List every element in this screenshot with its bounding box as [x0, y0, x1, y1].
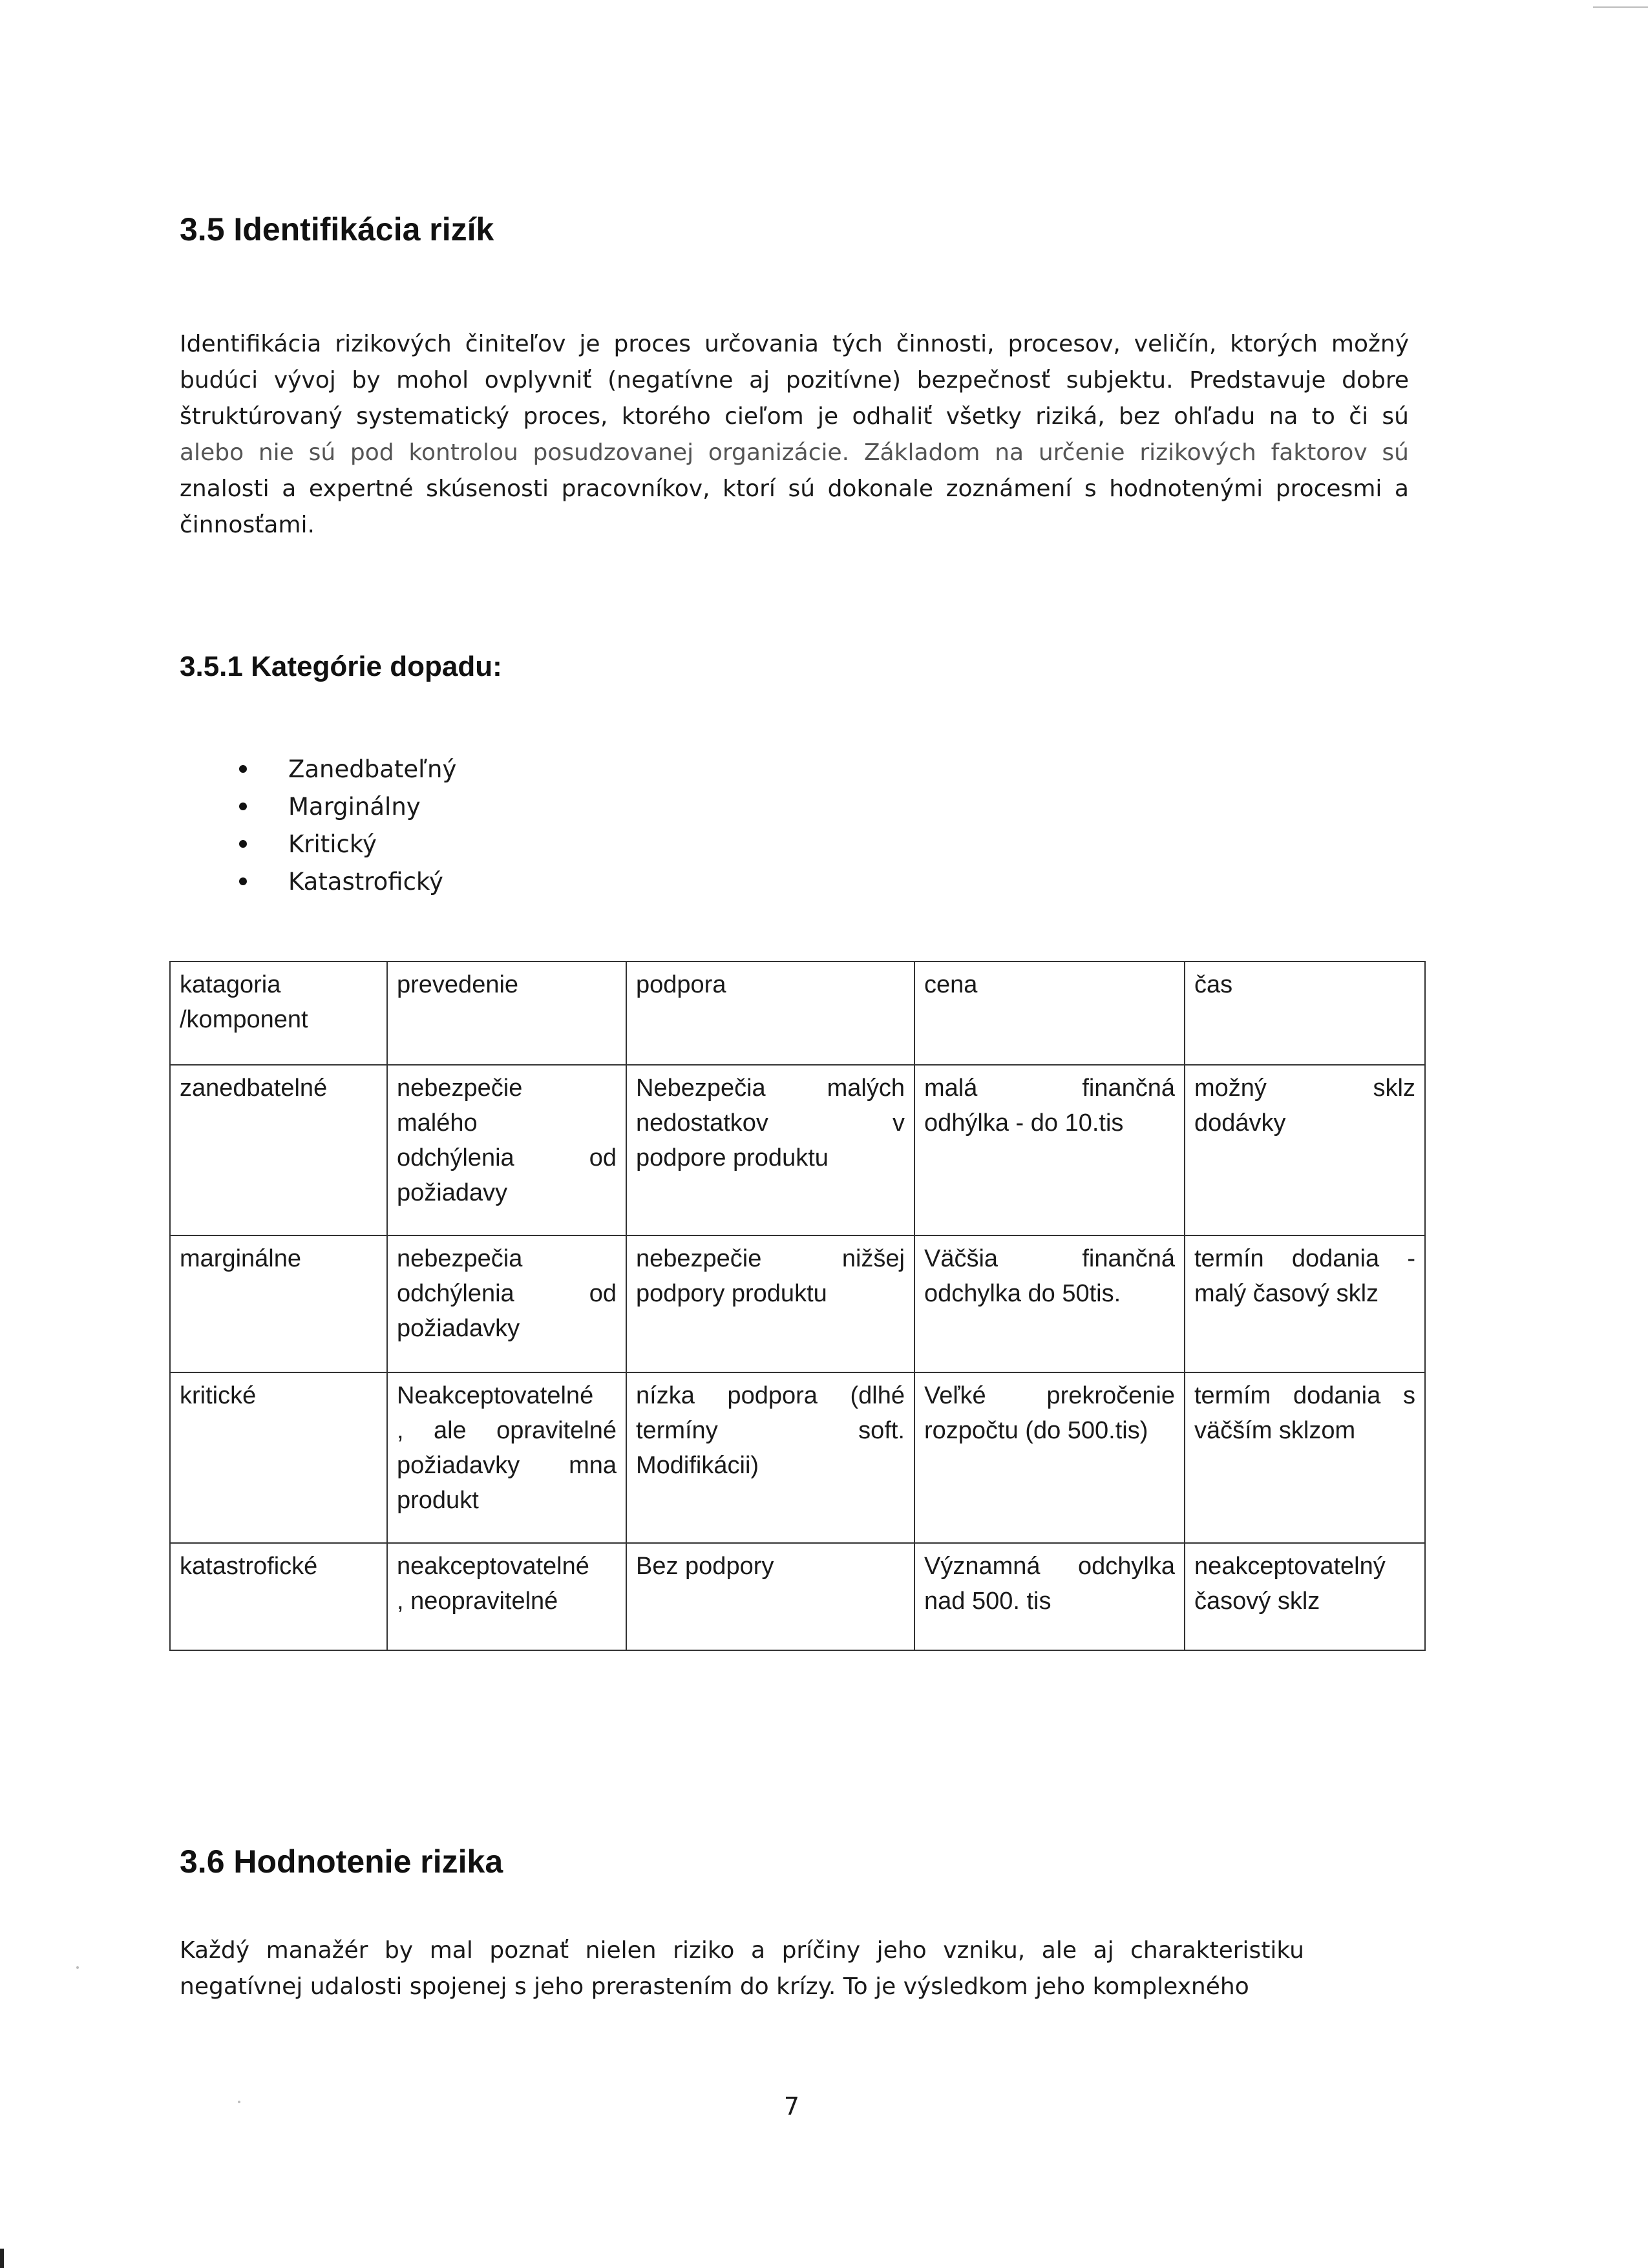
page-number: 7 — [783, 2092, 800, 2121]
table-cell — [387, 1065, 626, 1235]
cell-line: termíny soft. — [636, 1417, 905, 1444]
list-item: Katastrofický — [233, 863, 456, 901]
table-cell — [626, 1372, 914, 1543]
cell-line: prevedenie — [397, 971, 519, 998]
cell-line: katagoria — [180, 971, 281, 998]
cell-line: Neakceptovatelné — [397, 1382, 594, 1409]
table-row — [170, 1372, 1425, 1543]
paragraph-line: alebo nie sú pod kontrolou posudzovanej organizácie. Základom na určenie rizikových faktorov sú — [180, 439, 1409, 466]
table-header-cell — [170, 961, 387, 1065]
table-cell — [1185, 1235, 1425, 1372]
cell-line: Nebezpečia malých — [636, 1075, 905, 1102]
cell-line: katastrofické — [180, 1553, 318, 1580]
table-header-row — [170, 961, 1425, 1065]
cell-line: možný sklz — [1194, 1075, 1415, 1102]
table-cell — [914, 1372, 1185, 1543]
cell-line: väčším sklzom — [1194, 1417, 1356, 1444]
cell-line: odchýlenia od — [397, 1144, 617, 1171]
list-item: Marginálny — [233, 788, 456, 826]
cell-line: marginálne — [180, 1245, 301, 1272]
list-item: Kritický — [233, 826, 456, 863]
cell-line: Modifikácii) — [636, 1452, 759, 1479]
cell-line: odchýlenia od — [397, 1280, 617, 1307]
cell-line: nízka podpora (dlhé — [636, 1382, 905, 1409]
cell-line: nedostatkov v — [636, 1109, 905, 1137]
bullet-icon — [239, 840, 247, 848]
scan-edge-mark — [0, 2249, 4, 2268]
cell-line: Významná odchylka — [924, 1553, 1175, 1580]
cell-line: požiadavky mna — [397, 1452, 617, 1479]
cell-line: Bez podpory — [636, 1553, 774, 1580]
table-cell — [626, 1235, 914, 1372]
cell-line: podpory produktu — [636, 1280, 827, 1307]
table-cell — [1185, 1065, 1425, 1235]
cell-line: odchylka do 50tis. — [924, 1280, 1121, 1307]
paragraph-line: budúci vývoj by mohol ovplyvniť (negatívne aj pozitívne) bezpečnosť subjektu. Predstavuje dobre — [180, 367, 1409, 394]
impact-category-table — [169, 961, 1426, 1651]
cell-line: produkt — [397, 1487, 479, 1514]
section-3-5-paragraph — [180, 326, 1409, 543]
cell-line: nebezpečie — [397, 1075, 523, 1102]
bullet-icon — [239, 803, 247, 810]
table-cell — [170, 1543, 387, 1650]
bullet-icon — [239, 765, 247, 773]
table-cell — [387, 1372, 626, 1543]
table-header-cell — [387, 961, 626, 1065]
table-cell — [170, 1372, 387, 1543]
cell-line: čas — [1194, 971, 1233, 998]
cell-line: Veľké prekročenie — [924, 1382, 1175, 1409]
table-cell — [626, 1065, 914, 1235]
paragraph-line: štruktúrovaný systematický proces, ktorého cieľom je odhaliť všetky riziká, bez ohľadu na to či sú — [180, 403, 1409, 430]
cell-line: Väčšia finančná — [924, 1245, 1175, 1272]
paragraph-line: činnosťami. — [180, 512, 315, 538]
cell-line: kritické — [180, 1382, 257, 1409]
cell-line: požiadavy — [397, 1179, 508, 1206]
table-header-cell — [914, 961, 1185, 1065]
cell-line: nebezpečie nižšej — [636, 1245, 905, 1272]
table-cell — [170, 1235, 387, 1372]
table-cell — [170, 1065, 387, 1235]
table-row — [170, 1065, 1425, 1235]
cell-line: neakceptovatelný — [1194, 1553, 1386, 1580]
section-heading-3-6: 3.6 Hodnotenie rizika — [180, 1843, 503, 1880]
cell-line: rozpočtu (do 500.tis) — [924, 1417, 1148, 1444]
list-item: Zanedbateľný — [233, 751, 456, 788]
paragraph-line: znalosti a expertné skúsenosti pracovníkov, ktorí sú dokonale zoznámení s hodnotenými procesmi a — [180, 476, 1409, 502]
cell-line: neakceptovatelné — [397, 1553, 589, 1580]
cell-line: nebezpečia — [397, 1245, 523, 1272]
table-header-cell — [1185, 961, 1425, 1065]
table-cell — [1185, 1543, 1425, 1650]
cell-line: /komponent — [180, 1006, 308, 1033]
subsection-heading-3-5-1: 3.5.1 Kategórie dopadu: — [180, 651, 502, 682]
section-3-6-paragraph — [180, 1933, 1304, 2005]
cell-line: podpore produktu — [636, 1144, 829, 1171]
scan-speck — [238, 2101, 240, 2103]
table-cell — [1185, 1372, 1425, 1543]
cell-line: termím dodania s — [1194, 1382, 1415, 1409]
cell-line: malý časový sklz — [1194, 1280, 1379, 1307]
cell-line: požiadavky — [397, 1315, 520, 1342]
scan-speck — [76, 1966, 79, 1969]
cell-line: malého — [397, 1109, 478, 1137]
scan-edge-line — [1593, 6, 1648, 8]
impact-category-list — [233, 751, 456, 901]
table-cell — [626, 1543, 914, 1650]
table-cell — [914, 1065, 1185, 1235]
paragraph-line: Identifikácia rizikových činiteľov je proces určovania tých činnosti, procesov, veličín, ktorých možný — [180, 331, 1409, 357]
cell-line: zanedbatelné — [180, 1075, 328, 1102]
table-cell — [914, 1235, 1185, 1372]
cell-line: dodávky — [1194, 1109, 1286, 1137]
cell-line: malá finančná — [924, 1075, 1175, 1102]
cell-line: termín dodania - — [1194, 1245, 1415, 1272]
paragraph-line: negatívnej udalosti spojenej s jeho prerastením do krízy. To je výsledkom jeho komplexného — [180, 1973, 1249, 2000]
paragraph-line: Každý manažér by mal poznať nielen riziko a príčiny jeho vzniku, ale aj charakteristiku — [180, 1937, 1304, 1964]
cell-line: odhýlka - do 10.tis — [924, 1109, 1124, 1137]
table-cell — [387, 1543, 626, 1650]
table-cell — [387, 1235, 626, 1372]
table-row — [170, 1543, 1425, 1650]
table-row — [170, 1235, 1425, 1372]
cell-line: , neopravitelné — [397, 1588, 558, 1615]
cell-line: nad 500. tis — [924, 1588, 1051, 1615]
cell-line: časový sklz — [1194, 1588, 1320, 1615]
cell-line: podpora — [636, 971, 726, 998]
bullet-icon — [239, 877, 247, 885]
cell-line: cena — [924, 971, 978, 998]
table-header-cell — [626, 961, 914, 1065]
table-cell — [914, 1543, 1185, 1650]
cell-line: , ale opravitelné — [397, 1417, 617, 1444]
section-heading-3-5: 3.5 Identifikácia rizík — [180, 211, 494, 247]
